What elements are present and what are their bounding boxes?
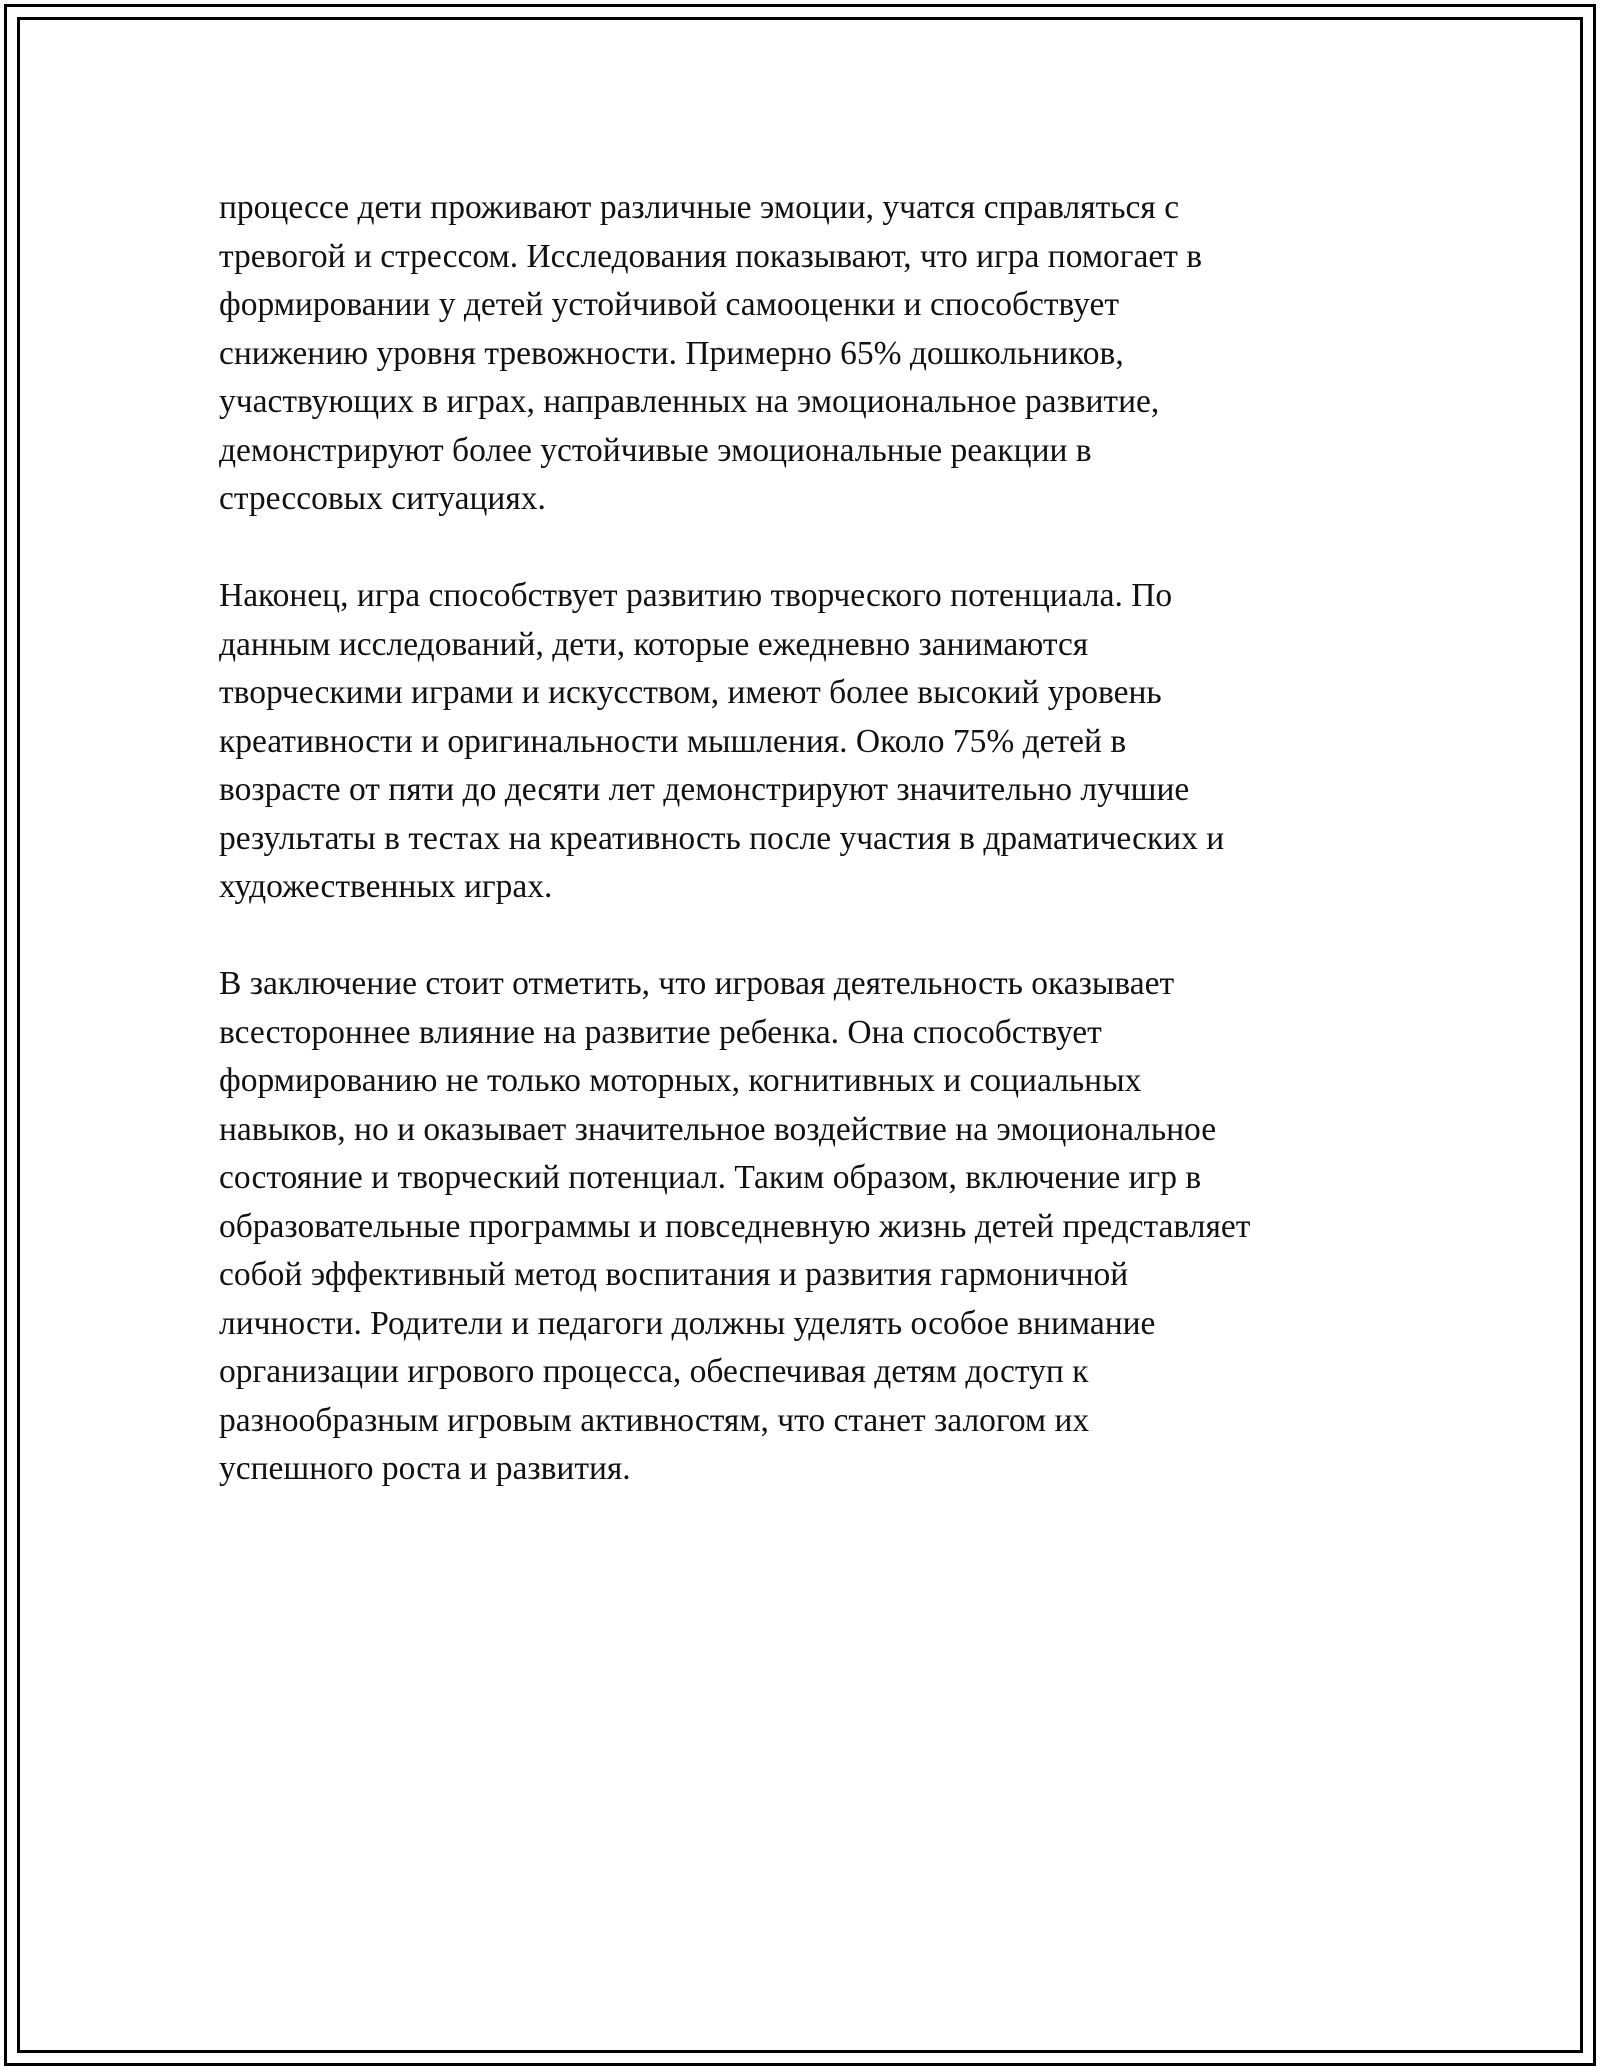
text-line: стрессовых ситуациях.: [219, 480, 546, 517]
text-line: состояние и творческий потенциал. Таким образом, включение игр в: [219, 1159, 1202, 1196]
text-line: разнообразным игровым активностям, что станет залогом их: [219, 1401, 1090, 1439]
text-line: всестороннее влияние на развитие ребенка. Она способствует: [219, 1013, 1102, 1051]
paragraph-emotional-development: [219, 184, 1379, 524]
text-line: образовательные программы и повседневную жизнь детей представляет: [219, 1207, 1251, 1245]
text-line: организации игрового процесса, обеспечивая детям доступ к: [219, 1353, 1089, 1390]
text-line: формировании у детей устойчивой самооценки и способствует: [219, 286, 1119, 323]
text-line: собой эффективный метод воспитания и развития гармоничной: [219, 1256, 1129, 1293]
document-body: [219, 184, 1379, 1542]
text-line: творческими играми и искусством, имеют более высокий уровень: [219, 674, 1162, 711]
text-line: участвующих в играх, направленных на эмоциональное развитие,: [219, 383, 1160, 420]
text-line: В заключение стоит отметить, что игровая деятельность оказывает: [219, 965, 1175, 1002]
text-line: креативности и оригинальности мышления. Около 75% детей в: [219, 722, 1127, 760]
text-line: художественных играх.: [219, 868, 553, 905]
text-line: навыков, но и оказывает значительное воздействие на эмоциональное: [219, 1110, 1217, 1148]
text-line: демонстрируют более устойчивые эмоциональные реакции в: [219, 431, 1092, 469]
text-line: данным исследований, дети, которые ежедневно занимаются: [219, 625, 1089, 663]
text-line: Наконец, игра способствует развитию творческого потенциала. По: [219, 577, 1173, 614]
paragraph-creative-potential: [219, 572, 1379, 912]
text-line: личности. Родители и педагоги должны уделять особое внимание: [219, 1304, 1156, 1342]
paragraph-conclusion: [219, 960, 1379, 1494]
text-line: процессе дети проживают различные эмоции, учатся справляться с: [219, 189, 1180, 226]
text-line: возрасте от пяти до десяти лет демонстрируют значительно лучшие: [219, 771, 1190, 808]
text-line: тревогой и стрессом. Исследования показывают, что игра помогает в: [219, 237, 1203, 275]
text-line: снижению уровня тревожности. Примерно 65% дошкольников,: [219, 334, 1124, 372]
text-line: формированию не только моторных, когнитивных и социальных: [219, 1062, 1142, 1099]
text-line: успешного роста и развития.: [219, 1450, 631, 1487]
text-line: результаты в тестах на креативность после участия в драматических и: [219, 819, 1225, 857]
